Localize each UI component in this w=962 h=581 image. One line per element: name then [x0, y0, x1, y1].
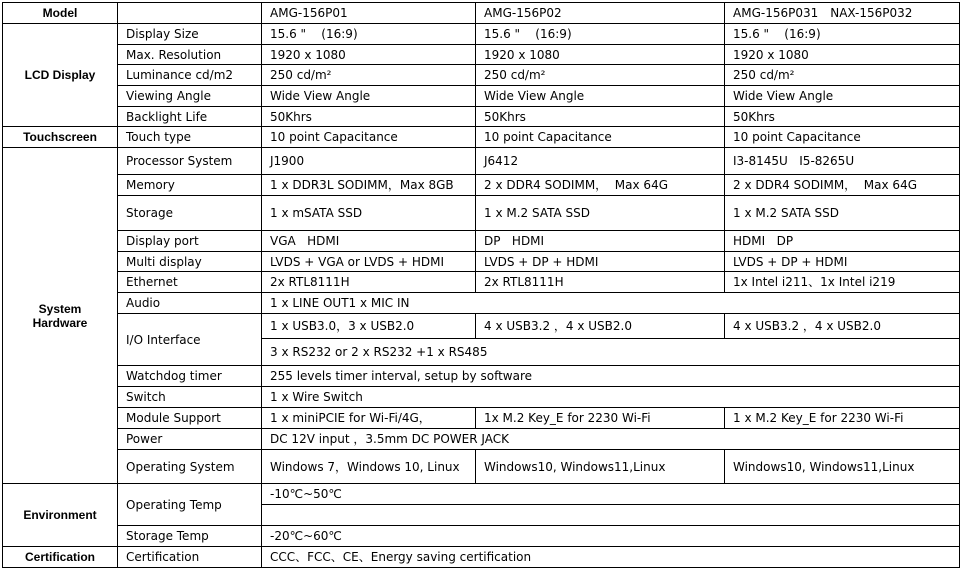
sys-row-os [3, 450, 960, 484]
cell-value: J6412 [476, 148, 725, 175]
sys-row-storage [3, 196, 960, 231]
touch-group-label: Touchscreen [3, 127, 118, 148]
cell-value: 1920 x 1080 [725, 45, 960, 65]
cell-value: 1x Intel i211、1x Intel i219 [725, 272, 960, 293]
spec-table [2, 2, 960, 568]
cell-value: 1 x DDR3L SODIMM，Max 8GB [262, 175, 476, 196]
row-label: I/O Interface [118, 314, 262, 366]
cell-value: 4 x USB3.2 ，4 x USB2.0 [476, 314, 725, 339]
cell-value: 1920 x 1080 [262, 45, 476, 65]
cell-value: Wide View Angle [476, 86, 725, 107]
row-label: Luminance cd/m2 [118, 65, 262, 86]
cell-value: 50Khrs [262, 107, 476, 127]
cell-value: 1920 x 1080 [476, 45, 725, 65]
cell-value: 250 cd/m² [725, 65, 960, 86]
cell-value: 2 x DDR4 SODIMM， Max 64G [725, 175, 960, 196]
cell-value: -10℃~50℃ [262, 484, 960, 505]
row-label: Viewing Angle [118, 86, 262, 107]
cell-value: 10 point Capacitance [262, 127, 476, 148]
cell-value: 1 x M.2 SATA SSD [725, 196, 960, 231]
sys-row-module [3, 408, 960, 429]
system-group-label: System Hardware [3, 148, 118, 484]
sys-row-memory [3, 175, 960, 196]
cell-value: Windows10, Windows11,Linux [476, 450, 725, 484]
row-label: Watchdog timer [118, 366, 262, 387]
row-label: Ethernet [118, 272, 262, 293]
cell-value: LVDS + VGA or LVDS + HDMI [262, 252, 476, 272]
sys-row-display-port [3, 231, 960, 252]
touch-row [3, 127, 960, 148]
cell-value: HDMI DP [725, 231, 960, 252]
cell-value: 15.6 " (16:9) [262, 24, 476, 45]
cell-value: -20℃~60℃ [262, 526, 960, 547]
lcd-row-viewing-angle [3, 86, 960, 107]
row-label: Switch [118, 387, 262, 408]
model-4: NAX-156P032 [830, 6, 913, 20]
sys-row-watchdog [3, 366, 960, 387]
cell-value: LVDS + DP + HDMI [476, 252, 725, 272]
cell-empty [262, 505, 960, 526]
environment-group-label: Environment [3, 484, 118, 547]
cert-row [3, 547, 960, 568]
cell-value: 1 x USB3.0，3 x USB2.0 [262, 314, 476, 339]
cell-value: 3 x RS232 or 2 x RS232 +1 x RS485 [262, 339, 960, 366]
env-row-storage-temp [3, 526, 960, 547]
row-label: Display port [118, 231, 262, 252]
lcd-row-luminance [3, 65, 960, 86]
certification-group-label: Certification [3, 547, 118, 568]
cell-value: Windows 7，Windows 10, Linux [262, 450, 476, 484]
cell-value: VGA HDMI [262, 231, 476, 252]
cell-value: Wide View Angle [262, 86, 476, 107]
sys-row-switch [3, 387, 960, 408]
lcd-group-label: LCD Display [3, 24, 118, 127]
cell-value: 1 x M.2 SATA SSD [476, 196, 725, 231]
row-label: Storage [118, 196, 262, 231]
model-3-4 [725, 3, 960, 24]
cell-value: 1 x mSATA SSD [262, 196, 476, 231]
lcd-row-display-size [3, 24, 960, 45]
cell-value: 50Khrs [725, 107, 960, 127]
row-label: Backlight Life [118, 107, 262, 127]
cell-value: 2x RTL8111H [262, 272, 476, 293]
header-blank [118, 3, 262, 24]
row-label: Module Support [118, 408, 262, 429]
row-label: Operating Temp [118, 484, 262, 526]
cell-value: LVDS + DP + HDMI [725, 252, 960, 272]
cell-value: CCC、FCC、CE、Energy saving certification [262, 547, 960, 568]
row-label: Max. Resolution [118, 45, 262, 65]
row-label: Display Size [118, 24, 262, 45]
cell-value: 250 cd/m² [476, 65, 725, 86]
sys-row-audio [3, 293, 960, 314]
sys-row-processor [3, 148, 960, 175]
cell-value: 15.6 " (16:9) [725, 24, 960, 45]
sys-row-power [3, 429, 960, 450]
cell-value: 2x RTL8111H [476, 272, 725, 293]
cell-value: Wide View Angle [725, 86, 960, 107]
row-label: Power [118, 429, 262, 450]
header-row [3, 3, 960, 24]
cell-value: 255 levels timer interval, setup by software [262, 366, 960, 387]
lcd-row-backlight [3, 107, 960, 127]
cell-value: 50Khrs [476, 107, 725, 127]
model-1: AMG-156P01 [262, 3, 476, 24]
cell-value: 1 x M.2 Key_E for 2230 Wi-Fi [725, 408, 960, 429]
model-2: AMG-156P02 [476, 3, 725, 24]
cell-value: 1x M.2 Key_E for 2230 Wi-Fi [476, 408, 725, 429]
cell-value: Windows10, Windows11,Linux [725, 450, 960, 484]
row-label: Touch type [118, 127, 262, 148]
cell-value: 10 point Capacitance [476, 127, 725, 148]
cell-value: 15.6 " (16:9) [476, 24, 725, 45]
cell-value: 250 cd/m² [262, 65, 476, 86]
row-label: Operating System [118, 450, 262, 484]
cell-value: 1 x LINE OUT1 x MIC IN [262, 293, 960, 314]
cell-value: 2 x DDR4 SODIMM， Max 64G [476, 175, 725, 196]
row-label: Processor System [118, 148, 262, 175]
env-row-op-temp-a [3, 484, 960, 505]
cell-value: I3-8145U I5-8265U [725, 148, 960, 175]
row-label: Memory [118, 175, 262, 196]
cell-value: 4 x USB3.2 ，4 x USB2.0 [725, 314, 960, 339]
cell-value: DC 12V input ，3.5mm DC POWER JACK [262, 429, 960, 450]
model-header: Model [3, 3, 118, 24]
model-3: AMG-156P031 [733, 6, 819, 20]
cell-value: 1 x miniPCIE for Wi-Fi/4G， [262, 408, 476, 429]
sys-row-multi-display [3, 252, 960, 272]
cell-value: DP HDMI [476, 231, 725, 252]
cell-value: 10 point Capacitance [725, 127, 960, 148]
row-label: Audio [118, 293, 262, 314]
sys-row-ethernet [3, 272, 960, 293]
sys-row-io-usb [3, 314, 960, 339]
row-label: Certification [118, 547, 262, 568]
cell-value: J1900 [262, 148, 476, 175]
lcd-row-resolution [3, 45, 960, 65]
row-label: Storage Temp [118, 526, 262, 547]
cell-value: 1 x Wire Switch [262, 387, 960, 408]
row-label: Multi display [118, 252, 262, 272]
